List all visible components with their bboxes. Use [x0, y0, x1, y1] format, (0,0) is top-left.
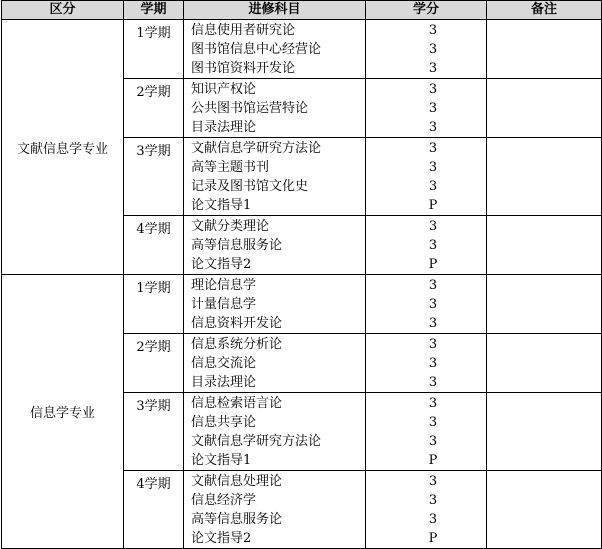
credits-cell: [366, 393, 487, 471]
courses-cell: [184, 138, 366, 216]
courses-cell: [184, 334, 366, 393]
course-name: 知识产权论: [191, 82, 257, 97]
credits-cell: [366, 20, 487, 79]
semester-cell: 2学期: [124, 334, 184, 393]
credits-cell: [366, 216, 487, 275]
course-name: 信息共享论: [191, 415, 257, 430]
course-name: 计量信息学: [191, 297, 257, 312]
division-cell: 文献信息学专业: [2, 20, 124, 275]
courses-cell: [184, 216, 366, 275]
division-cell: 信息学专业: [2, 275, 124, 549]
course-name: 信息系统分析论: [191, 337, 283, 352]
semester-row: [2, 20, 602, 79]
course-name: 公共图书馆运营特论: [191, 101, 309, 116]
course-name: 信息使用者研究论: [191, 23, 296, 38]
credits-cell: [366, 138, 487, 216]
curriculum-table: [1, 0, 602, 549]
course-credit: 3: [428, 61, 438, 76]
courses-cell: [184, 471, 366, 549]
course-credit: 3: [428, 179, 438, 194]
course-name: 目录法理论: [191, 375, 257, 390]
course-name: 文献分类理论: [191, 219, 270, 234]
course-name: 文献信息处理论: [191, 474, 283, 489]
semester-cell: 1学期: [124, 20, 184, 79]
course-name: 图书馆资料开发论: [191, 61, 296, 76]
remarks-cell: [487, 275, 602, 334]
credits-cell: [366, 275, 487, 334]
course-credit: 3: [428, 512, 438, 527]
course-credit: 3: [428, 375, 438, 390]
semester-cell: 2学期: [124, 79, 184, 138]
course-name: 论文指导2: [191, 257, 252, 272]
course-credit: 3: [428, 337, 438, 352]
course-credit: P: [428, 531, 438, 546]
semester-row: [2, 275, 602, 334]
course-name: 图书馆信息中心经营论: [191, 42, 322, 57]
course-credit: 3: [428, 120, 438, 135]
remarks-cell: [487, 138, 602, 216]
courses-cell: [184, 275, 366, 334]
course-name: 信息资料开发论: [191, 316, 283, 331]
course-credit: P: [428, 198, 438, 213]
course-name: 论文指导1: [191, 198, 252, 213]
credits-cell: [366, 79, 487, 138]
course-credit: 3: [428, 396, 438, 411]
course-credit: 3: [428, 219, 438, 234]
remarks-cell: [487, 20, 602, 79]
course-name: 高等信息服务论: [191, 238, 283, 253]
course-credit: 3: [428, 23, 438, 38]
course-credit: 3: [428, 297, 438, 312]
semester-cell: 3学期: [124, 138, 184, 216]
course-credit: 3: [428, 434, 438, 449]
remarks-cell: [487, 471, 602, 549]
courses-cell: [184, 20, 366, 79]
header-semester: 学期: [124, 1, 184, 20]
course-name: 高等信息服务论: [191, 512, 283, 527]
course-credit: 3: [428, 141, 438, 156]
courses-cell: [184, 393, 366, 471]
course-name: 文献信息学研究方法论: [191, 434, 322, 449]
remarks-cell: [487, 334, 602, 393]
course-name: 论文指导1: [191, 453, 252, 468]
course-credit: 3: [428, 278, 438, 293]
semester-cell: 3学期: [124, 393, 184, 471]
table-body: [2, 20, 602, 549]
course-credit: P: [428, 453, 438, 468]
remarks-cell: [487, 393, 602, 471]
course-name: 信息经济学: [191, 493, 257, 508]
course-credit: 3: [428, 82, 438, 97]
course-credit: 3: [428, 238, 438, 253]
course-credit: 3: [428, 415, 438, 430]
course-name: 高等主题书刊: [191, 160, 270, 175]
course-credit: 3: [428, 316, 438, 331]
course-name: 记录及图书馆文化史: [191, 179, 309, 194]
credits-cell: [366, 334, 487, 393]
course-name: 论文指导2: [191, 531, 252, 546]
semester-cell: 1学期: [124, 275, 184, 334]
course-credit: 3: [428, 160, 438, 175]
header-courses: 进修科目: [184, 1, 366, 20]
course-credit: 3: [428, 356, 438, 371]
course-credit: 3: [428, 42, 438, 57]
remarks-cell: [487, 79, 602, 138]
course-name: 目录法理论: [191, 120, 257, 135]
course-name: 信息交流论: [191, 356, 257, 371]
header-division: 区分: [2, 1, 124, 20]
courses-cell: [184, 79, 366, 138]
semester-cell: 4学期: [124, 216, 184, 275]
course-name: 理论信息学: [191, 278, 257, 293]
course-credit: P: [428, 257, 438, 272]
semester-cell: 4学期: [124, 471, 184, 549]
course-credit: 3: [428, 474, 438, 489]
header-credits: 学分: [366, 1, 487, 20]
course-credit: 3: [428, 493, 438, 508]
credits-cell: [366, 471, 487, 549]
course-name: 文献信息学研究方法论: [191, 141, 322, 156]
header-remarks: 备注: [487, 1, 602, 20]
course-credit: 3: [428, 101, 438, 116]
remarks-cell: [487, 216, 602, 275]
header-row: [2, 1, 602, 20]
course-name: 信息检索语言论: [191, 396, 283, 411]
